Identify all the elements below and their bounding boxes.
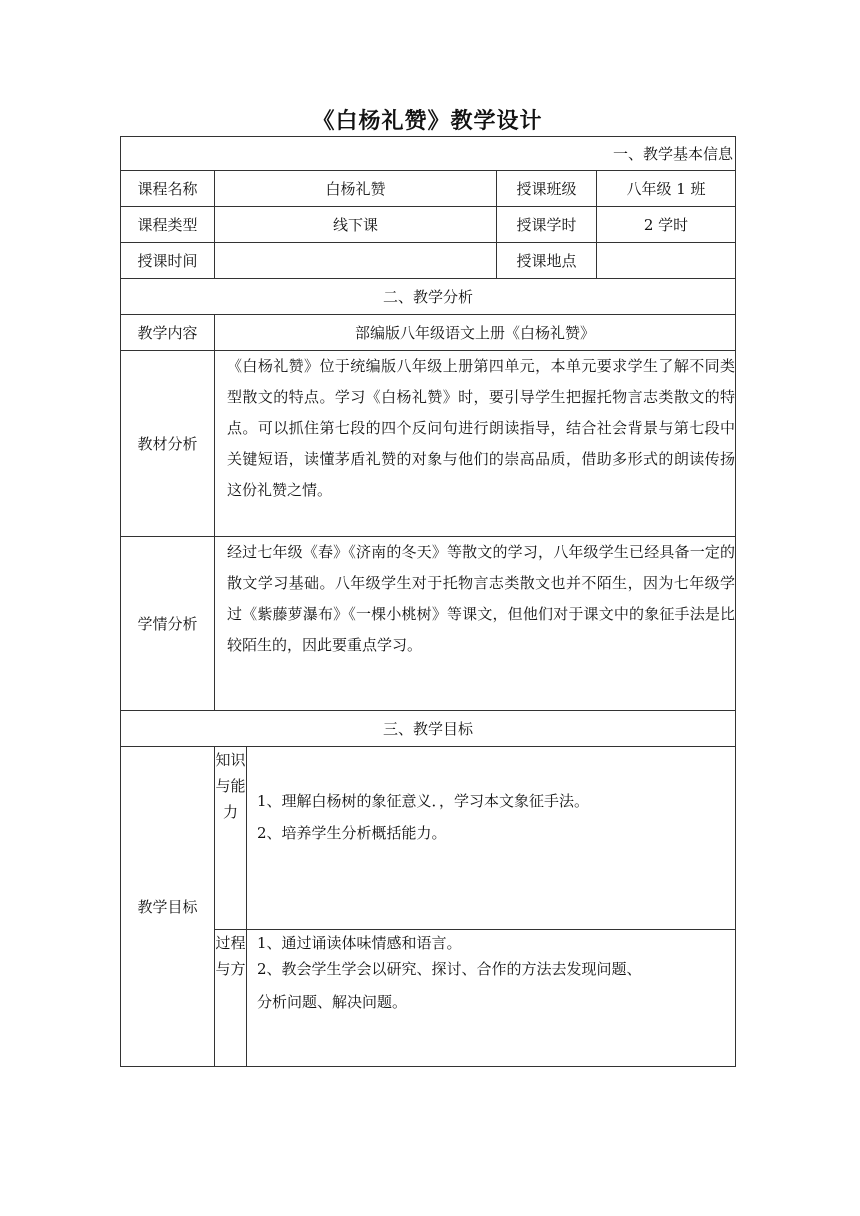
knowledge-label-line2: 与能 xyxy=(215,777,246,795)
learner-value: 经过七年级《春》《济南的冬天》等散文的学习，八年级学生已经具备一定的散文学习基础。八年级学生对于托物言志类散文也并不陌生，因为七年级学过《紫藤萝瀑布》《一棵小桃树》等课文，但他们对于课文中的象征手法是比较陌生的，因此要重点学习。 xyxy=(215,537,736,711)
material-value: 《白杨礼赞》位于统编版八年级上册第四单元，本单元要求学生了解不同类型散文的特点。学习《白杨礼赞》时，要引导学生把握托物言志类散文的特点。可以抓住第七段的四个反问句进行朗读指导，结合社会背景与第七段中关键短语，读懂茅盾礼赞的对象与他们的崇高品质，借助多形式的朗读传扬这份礼赞之情。 xyxy=(215,351,736,537)
knowledge-goals xyxy=(247,747,736,930)
section2-header-row xyxy=(121,279,736,315)
knowledge-label-line1: 知识 xyxy=(215,751,246,769)
content-value: 部编版八年级语文上册《白杨礼赞》 xyxy=(215,315,736,351)
course-type-row xyxy=(121,207,736,243)
knowledge-goal-2: 2、培养学生分析概括能力。 xyxy=(257,824,447,842)
section1-header-row xyxy=(121,137,736,171)
knowledge-label-line3: 力 xyxy=(222,803,238,821)
class-label: 授课班级 xyxy=(497,171,597,207)
learner-row xyxy=(121,537,736,711)
knowledge-label xyxy=(215,747,247,930)
process-label-line1: 过程 xyxy=(215,934,246,952)
section3-header-row xyxy=(121,711,736,747)
knowledge-row xyxy=(121,747,736,930)
knowledge-goal-1: 1、理解白杨树的象征意义．，学习本文象征手法。 xyxy=(257,792,590,810)
process-label-line2: 与方 xyxy=(215,960,246,978)
lesson-plan-table xyxy=(120,136,736,1067)
section2-title: 二、教学分析 xyxy=(121,279,736,315)
course-name-row xyxy=(121,171,736,207)
section3-title: 三、教学目标 xyxy=(121,711,736,747)
document-title: 《白杨礼赞》教学设计 xyxy=(312,109,543,134)
course-type-label: 课程类型 xyxy=(121,207,215,243)
process-goals xyxy=(247,930,736,1067)
time-value xyxy=(215,243,497,279)
content-row xyxy=(121,315,736,351)
course-name-label: 课程名称 xyxy=(121,171,215,207)
goals-label: 教学目标 xyxy=(121,747,215,1067)
process-goal-2: 2、教会学生学会以研究、探讨、合作的方法去发现问题、 xyxy=(257,960,642,978)
place-label: 授课地点 xyxy=(497,243,597,279)
process-label xyxy=(215,930,247,1067)
learner-label: 学情分析 xyxy=(121,537,215,711)
course-type-value: 线下课 xyxy=(215,207,497,243)
hours-label: 授课学时 xyxy=(497,207,597,243)
course-name-value: 白杨礼赞 xyxy=(215,171,497,207)
class-value: 八年级 1 班 xyxy=(597,171,736,207)
section1-title: 一、教学基本信息 xyxy=(121,137,736,171)
material-label: 教材分析 xyxy=(121,351,215,537)
process-goal-3: 分析问题、解决问题。 xyxy=(257,993,408,1011)
material-row xyxy=(121,351,736,537)
time-label: 授课时间 xyxy=(121,243,215,279)
content-label: 教学内容 xyxy=(121,315,215,351)
place-value xyxy=(597,243,736,279)
process-goal-1: 1、通过诵读体味情感和语言。 xyxy=(257,934,462,952)
hours-value: 2 学时 xyxy=(597,207,736,243)
time-place-row xyxy=(121,243,736,279)
